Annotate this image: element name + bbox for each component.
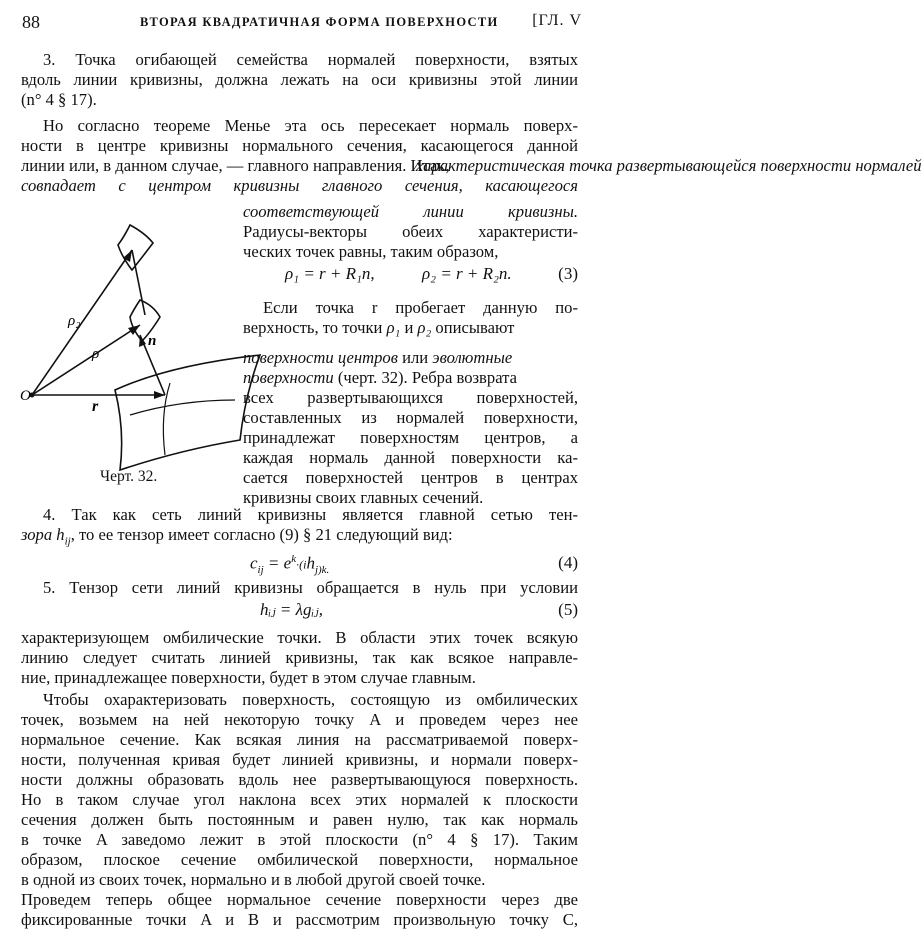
text-line: 4. Так как сеть линий кривизны является главной сетью тен- [43, 505, 578, 524]
label-n: n [148, 333, 157, 349]
text-line: Но согласно теореме Менье эта ось пересекает нормаль поверх- [43, 116, 578, 135]
text-line-italic: совпадает с центром кривизны главного сечения, касающегося [21, 176, 578, 195]
text-line: ческих точек равны, таким образом, [243, 242, 499, 261]
text-line: верхность, то точки ρ₁ и ρ₂ описывают [243, 318, 515, 337]
text-line: 3. Точка огибающей семейства нормалей поверхности, взятых [43, 50, 578, 69]
text-line: в одной из своих точек, нормально и в любой другой своей точке. [21, 870, 486, 889]
text-line: Но в таком случае угол наклона всех этих нормалей к плоскости [21, 790, 578, 809]
curvature-line [130, 400, 235, 415]
text-line: 5. Тензор сети линий кривизны обращается в нуль при условии [43, 578, 578, 597]
equation-5: hᵢⱼ = λgᵢⱼ, (5) [260, 600, 578, 619]
text-line: образом, плоское сечение омбилической поверхности, нормальное [21, 850, 578, 869]
label-O: O [20, 388, 31, 404]
page-number: 88 [22, 12, 40, 32]
text-line: вдоль линии кривизны, должна лежать на оси кривизны этой линии [21, 70, 578, 89]
text-line: сечения должен быть постоянным и равен нулю, так как нормаль [21, 810, 578, 829]
chapter-label: [ГЛ. V [532, 12, 582, 29]
text-line: ности должны образовать вдоль нее развертывающуюся поверхность. [21, 770, 578, 789]
text-line: сается поверхностей центров в центрах [243, 468, 578, 487]
text-line: линии или, в данном случае, — главного направления. Итак, [21, 156, 450, 175]
text-line: составленных из нормалей поверхности, [243, 408, 578, 427]
figure-32 [20, 215, 260, 475]
text-line: характеризующем омбилические точки. В области этих точек всякую [21, 628, 578, 647]
text-line: нормальное сечение. Как всякая линия на рассматриваемой поверх- [21, 730, 578, 749]
vector-segment [132, 250, 145, 315]
text-line: каждая нормаль данной поверхности ка- [243, 448, 578, 467]
arrow-head [128, 325, 140, 335]
text-line: поверхности центров или эволютные [243, 348, 513, 367]
text-line: всех развертывающихся поверхностей, [243, 388, 578, 407]
text-line: зора $h_{ij}$, то ее тензор имеет согласно (9) § 21 следующий вид: [21, 525, 453, 548]
equation-4: $c_{ij} = e^k\cdot(ih_{j)k.}$ (4) [250, 553, 578, 577]
text-line: Проведем теперь общее нормальное сечение поверхности через две [21, 890, 578, 909]
running-title: ВТОРАЯ КВАДРАТИЧНАЯ ФОРМА ПОВЕРХНОСТИ [140, 15, 499, 29]
position-vector-rho2 [32, 250, 132, 395]
text-line: Если точка r пробегает данную по- [263, 298, 578, 317]
text-line: фиксированные точки A и B и рассмотрим произвольную точку C, [21, 910, 578, 929]
text-line: ности, полученная кривая будет линией кривизны, и нормали поверх- [21, 750, 578, 769]
label-r: r [92, 398, 99, 415]
equation-3: ρ₁ = r + R₁n, ρ₂ = r + R₂n. (3) [285, 264, 578, 283]
position-vector-rho [32, 325, 140, 395]
text-line: Чтобы охарактеризовать поверхность, состоящую из омбилических [43, 690, 578, 709]
label-rho: ρ [92, 346, 100, 362]
text-line: линию следует считать линией кривизны, так как всякое направле- [21, 648, 578, 667]
text-line-italic: соответствующей линии кривизны. [243, 202, 578, 221]
text-line: в точке A заведомо лежит в этой плоскости (n° 4 § 17). Таким [21, 830, 578, 849]
text-line: Радиусы-векторы обеих характеристи- [243, 222, 578, 241]
running-header [22, 12, 582, 36]
text-line: ности в центре кривизны нормального сечения, касающегося данной [21, 136, 578, 155]
text-line: принадлежат поверхностям центров, а [243, 428, 578, 447]
text-line: поверхности (черт. 32). Ребра возврата [243, 368, 517, 387]
figure-caption: Черт. 32. [100, 468, 158, 485]
text-line: точек, возьмем на ней некоторую точку A и проведем через нее [21, 710, 578, 729]
text-line-italic: характеристическая точка развертывающейся поверхности нормалей [416, 156, 922, 175]
text-line: ние, принадлежащее поверхности, будет в этом случае главным. [21, 668, 476, 687]
text-line: (n° 4 § 17). [21, 90, 97, 109]
text-line: кривизны своих главных сечений. [243, 488, 484, 507]
label-rho2: ρ₂ [68, 313, 81, 329]
